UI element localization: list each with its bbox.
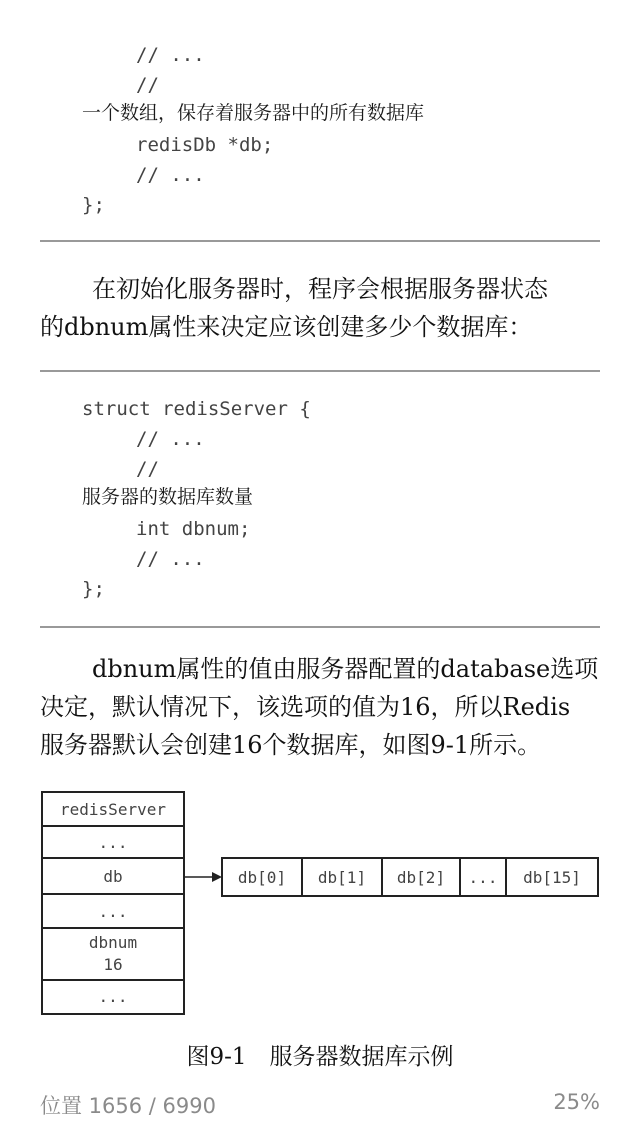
paragraph-line: 在初始化服务器时，程序会根据服务器状态 — [92, 275, 548, 303]
code-block-divider — [40, 370, 600, 372]
code-line: // ... — [136, 164, 205, 186]
code-line: // — [136, 74, 159, 96]
db-cell-ellipsis: ... — [468, 868, 498, 887]
struct-field-dbnum: dbnum — [88, 933, 138, 952]
figure-caption: 图9-1 服务器数据库示例 — [186, 1044, 454, 1070]
struct-field-dbnum-value: 16 — [103, 955, 123, 974]
db-cell: db[15] — [523, 868, 581, 887]
struct-field: ... — [98, 833, 128, 852]
db-cell: db[2] — [396, 868, 446, 887]
struct-title: redisServer — [60, 800, 166, 819]
code-line: }; — [82, 578, 105, 600]
code-comment: 服务器的数据库数量 — [82, 486, 254, 508]
reading-location: 位置 1656 / 6990 — [40, 1094, 216, 1118]
code-block-divider — [40, 240, 600, 242]
code-line: }; — [82, 194, 105, 216]
redis-server-struct — [42, 792, 184, 1014]
code-line: // ... — [136, 44, 205, 66]
struct-field: ... — [98, 987, 128, 1006]
struct-field-db: db — [103, 867, 123, 886]
code-line: int dbnum; — [136, 518, 251, 540]
code-line: // ... — [136, 428, 205, 450]
pointer-arrow — [184, 872, 222, 882]
body-paragraph — [40, 270, 600, 346]
struct-field: ... — [98, 902, 128, 921]
db-array — [222, 858, 598, 896]
db-cell: db[1] — [317, 868, 367, 887]
db-cell: db[0] — [237, 868, 287, 887]
paragraph-line: 的dbnum属性来决定应该创建多少个数据库： — [40, 313, 533, 341]
paragraph-line: 服务器默认会创建16个数据库，如图9-1所示。 — [40, 731, 542, 759]
paragraph-line: 决定，默认情况下，该选项的值为16，所以Redis — [40, 693, 571, 721]
body-paragraph — [40, 650, 600, 764]
paragraph-line: dbnum属性的值由服务器配置的database选项 — [92, 655, 599, 683]
code-line: struct redisServer { — [82, 398, 311, 420]
code-comment: 一个数组，保存着服务器中的所有数据库 — [82, 102, 425, 124]
code-line: redisDb *db; — [136, 134, 274, 156]
code-block-divider — [40, 626, 600, 628]
code-line: // ... — [136, 548, 205, 570]
reading-progress-percent: 25% — [553, 1090, 600, 1114]
code-line: // — [136, 458, 159, 480]
figure-diagram — [0, 780, 640, 1020]
